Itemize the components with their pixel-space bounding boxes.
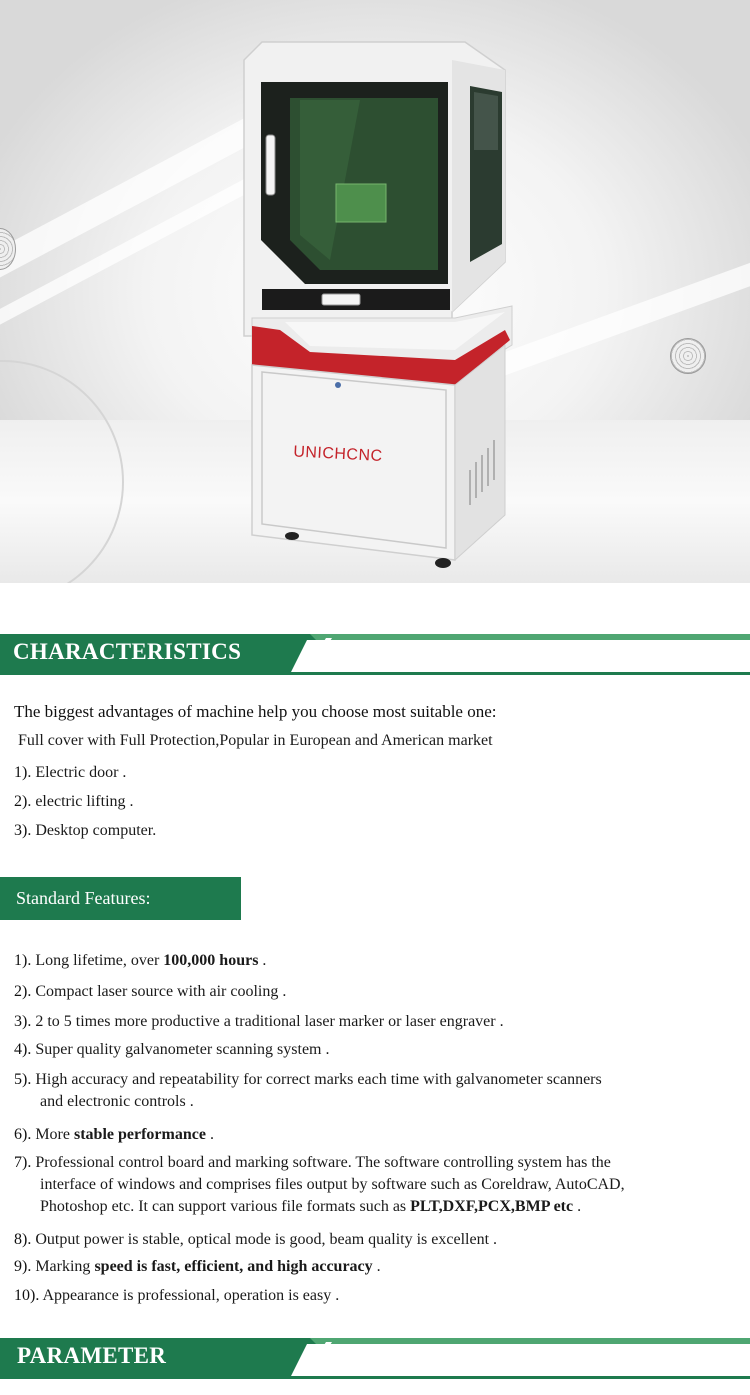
- feature-item: [14, 1230, 497, 1250]
- feature-item: [14, 951, 266, 971]
- characteristic-item: [14, 792, 134, 812]
- feature-item: [14, 1153, 611, 1173]
- item-number: 5).: [14, 1071, 32, 1088]
- item-text: High accuracy and repeatability for correct marks each time with galvanometer scanners: [31, 1071, 602, 1088]
- standard-features-heading: [0, 877, 241, 920]
- door-handle: [266, 135, 275, 195]
- item-text: More: [31, 1126, 74, 1143]
- side-window-reflection: [474, 92, 498, 150]
- product-hero-image: [0, 0, 750, 583]
- item-highlight: speed is fast, efficient, and high accuracy: [94, 1258, 373, 1275]
- item-highlight: stable performance: [73, 1126, 206, 1143]
- feature-item-continuation: and electronic controls .: [40, 1093, 194, 1110]
- item-text: Appearance is professional, operation is easy .: [39, 1287, 340, 1304]
- item-number: 7).: [14, 1154, 32, 1171]
- item-number: 9).: [14, 1258, 32, 1275]
- item-text: Professional control board and marking software. The software controlling system has the: [31, 1154, 611, 1171]
- item-text: Marking: [31, 1258, 95, 1275]
- feature-item: [14, 1257, 381, 1277]
- item-text: . Desktop computer.: [27, 822, 157, 839]
- item-text: .: [205, 1126, 214, 1143]
- item-number: 8).: [14, 1231, 32, 1248]
- characteristics-banner: [0, 634, 750, 676]
- parameter-banner: [0, 1338, 750, 1380]
- standard-features-title: Standard Features:: [16, 888, 151, 908]
- characteristic-item: [14, 821, 156, 841]
- feature-item: [14, 1286, 339, 1306]
- item-number: 2): [14, 793, 28, 810]
- item-number: 1): [14, 764, 28, 781]
- item-text: . electric lifting .: [27, 793, 134, 810]
- characteristics-intro: Full cover with Full Protection,Popular in European and American market: [18, 732, 493, 749]
- item-text: .: [258, 952, 267, 969]
- item-highlight: PLT,DXF,PCX,BMP etc: [410, 1198, 574, 1215]
- item-text: . Long lifetime, over: [27, 952, 164, 969]
- drawer-handle: [322, 294, 360, 305]
- feature-item: [14, 1125, 214, 1145]
- item-text: Compact laser source with air cooling .: [31, 983, 287, 1000]
- feature-item: [14, 1070, 602, 1090]
- item-number: 6).: [14, 1126, 32, 1143]
- item-text: Output power is stable, optical mode is good, beam quality is excellent .: [31, 1231, 498, 1248]
- laser-marking-machine: [0, 0, 750, 583]
- item-number: 4).: [14, 1041, 32, 1058]
- item-text: .: [372, 1258, 381, 1275]
- item-number: 1): [14, 952, 28, 969]
- item-number: 3).: [14, 1013, 32, 1030]
- item-number: 3): [14, 822, 28, 839]
- feature-item: [14, 1012, 504, 1032]
- characteristics-subtitle: The biggest advantages of machine help you choose most suitable one:: [14, 702, 497, 721]
- marking-target: [336, 184, 386, 222]
- brand-label: UNICHCNC: [292, 443, 383, 466]
- feature-item-continuation: interface of windows and comprises files output by software such as Coreldraw, AutoCAD,: [40, 1176, 625, 1193]
- wheel: [435, 558, 451, 568]
- characteristic-item: [14, 763, 126, 783]
- feature-item-continuation: [40, 1197, 581, 1217]
- characteristics-title: CHARACTERISTICS: [13, 639, 242, 664]
- feature-item: [14, 982, 286, 1002]
- item-number: 10).: [14, 1287, 40, 1304]
- item-text: Super quality galvanometer scanning system .: [31, 1041, 330, 1058]
- item-text: Photoshop etc. It can support various file formats such as: [40, 1198, 411, 1215]
- door-lock: [335, 382, 341, 388]
- item-text: .: [573, 1198, 582, 1215]
- item-number: 2).: [14, 983, 32, 1000]
- item-text: 2 to 5 times more productive a traditional laser marker or laser engraver .: [31, 1013, 504, 1030]
- item-text: . Electric door .: [27, 764, 127, 781]
- wheel: [285, 532, 299, 540]
- parameter-title: PARAMETER: [17, 1343, 167, 1368]
- feature-item: [14, 1040, 329, 1060]
- item-highlight: 100,000 hours: [163, 952, 259, 969]
